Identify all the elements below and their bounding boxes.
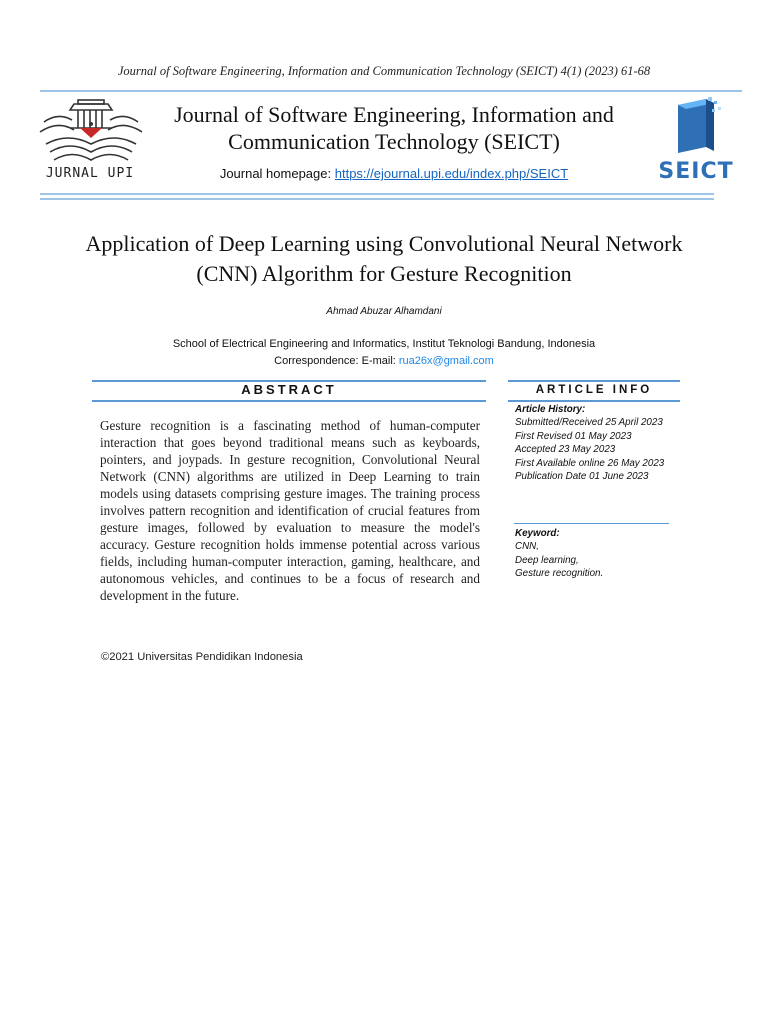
keyword-label: Keyword: — [515, 528, 560, 539]
history-item: First Available online 26 May 2023 — [515, 457, 665, 469]
article-history — [515, 403, 675, 483]
history-item: First Revised 01 May 2023 — [515, 430, 632, 442]
abstract-body: Gesture recognition is a fascinating method of human-computer interaction that goes beyond traditional means such as keyboards, pointers, and joypads. In gesture recognition, Convolutional Neural Network (CNN) algorithms are utilized in Deep Learning to train models using datasets comprising gesture images. The training process involves pattern recognition and identification of crucial features from gesture images, followed by evaluation to measure the model's accuracy. Gesture recognition holds immense potential across various fields, including human-computer interaction, gaming, healthcare, and autonomous vehicles, and continues to be a focus of research and development in the future. — [100, 418, 480, 603]
history-item: Accepted 23 May 2023 — [515, 444, 616, 456]
affiliation-line: School of Electrical Engineering and Informatics, Institut Teknologi Bandung, Indonesia — [172, 338, 596, 350]
article-info-heading: ARTICLE INFO — [535, 384, 653, 396]
keyword-item: Deep learning, — [515, 554, 579, 566]
running-header: Journal of Software Engineering, Information and Communication Technology (SEICT) 4(1) (2023) 61-68 — [117, 64, 651, 78]
author-affiliation — [0, 336, 768, 370]
journal-title: Journal of Software Engineering, Information and Communication Technology (SEICT) — [174, 102, 614, 154]
masthead-top-rule — [40, 90, 742, 92]
correspondence-label: Correspondence: E-mail: — [274, 355, 399, 367]
author-name: Ahmad Abuzar Alhamdani — [326, 306, 442, 317]
homepage-link[interactable]: https://ejournal.upi.edu/index.php/SEICT — [334, 166, 569, 181]
history-item: Publication Date 01 June 2023 — [515, 471, 649, 483]
copyright-notice: ©2021 Universitas Pendidikan Indonesia — [101, 651, 303, 663]
article-info-rule-bottom — [508, 400, 680, 402]
journal-homepage — [140, 166, 648, 181]
building-book-icon — [38, 94, 142, 168]
seict-logo-text: SEICT — [658, 159, 734, 184]
article-info-separator — [514, 523, 669, 524]
abstract-rule-bottom — [92, 400, 486, 402]
correspondence-email[interactable]: rua26x@gmail.com — [398, 355, 494, 367]
paper-title: Application of Deep Learning using Convolutional Neural Network (CNN) Algorithm for Gesture Recognition — [85, 231, 683, 286]
homepage-label: Journal homepage: — [219, 166, 335, 181]
article-info-rule-top — [508, 380, 680, 382]
article-history-label: Article History: — [515, 404, 586, 415]
history-item: Submitted/Received 25 April 2023 — [515, 417, 663, 429]
correspondence-line — [0, 353, 768, 370]
abstract-heading: ABSTRACT — [241, 382, 337, 397]
seict-cube-icon — [644, 95, 748, 185]
masthead-bottom-rule-2 — [40, 198, 714, 200]
masthead-bottom-rule — [40, 193, 714, 195]
keywords — [515, 527, 675, 581]
seict-logo — [644, 95, 748, 185]
jurnal-upi-logo-text: JURNAL UPI — [45, 166, 135, 181]
keyword-item: Gesture recognition. — [515, 568, 604, 580]
keyword-item: CNN, — [515, 541, 539, 553]
